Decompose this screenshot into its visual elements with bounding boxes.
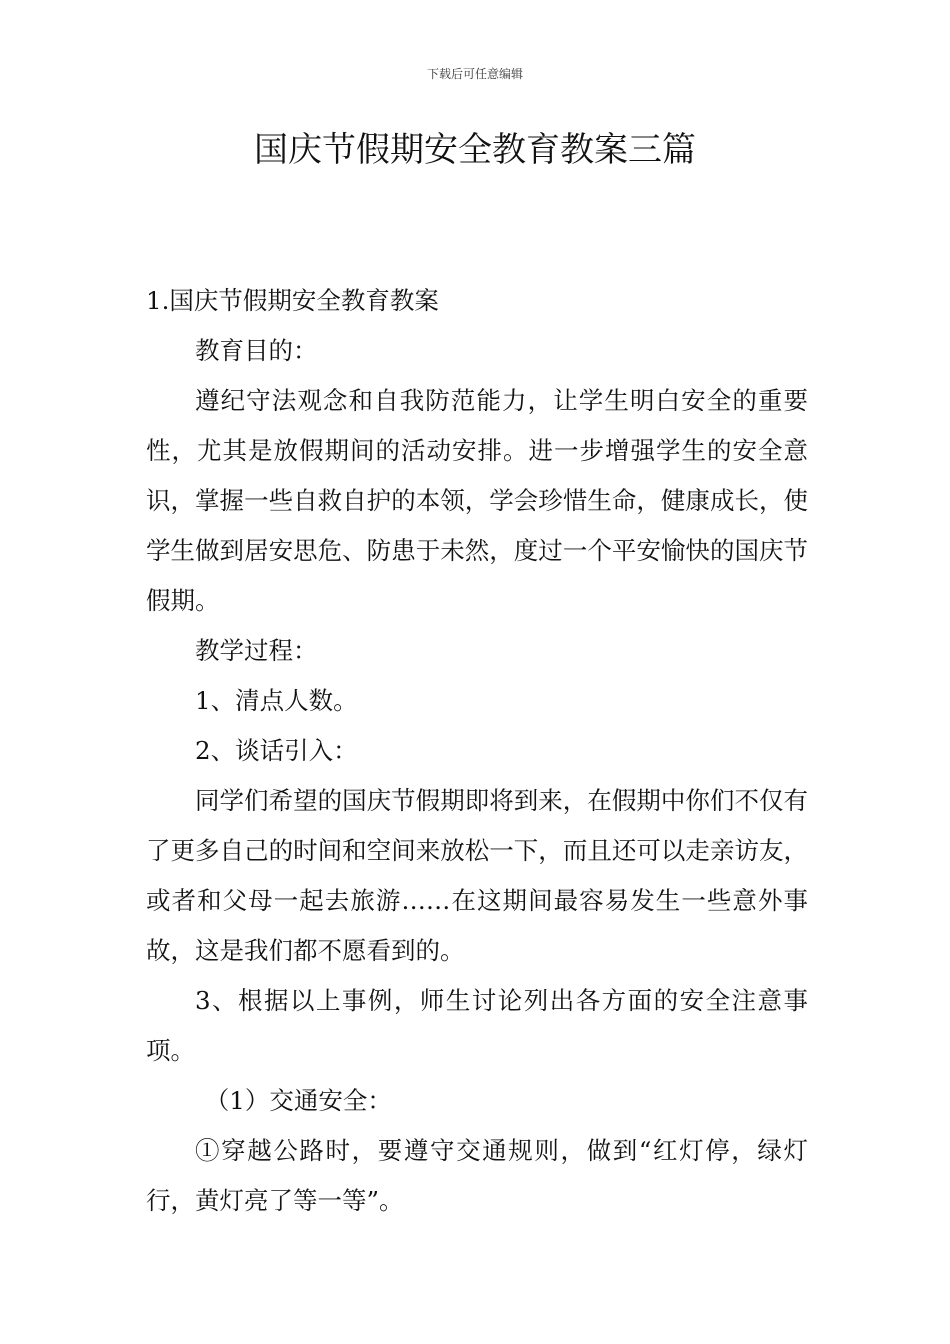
paragraph-step-1: 1、清点人数。 — [195, 686, 358, 715]
paragraph-step-2: 2、谈话引入： — [195, 736, 358, 765]
paragraph-introduction: 同学们希望的国庆节假期即将到来，在假期中你们不仅有了更多自己的时间和空间来放松一下，而且还可以走亲访友，或者和父母一起去旅游……在这期间最容易发生一些意外事故，这是我们都不愿看到的。 — [146, 786, 808, 965]
page-header-note: 下载后可任意编辑 — [426, 67, 523, 81]
paragraph-traffic-safety-label: （1）交通安全： — [204, 1086, 392, 1115]
document-body — [146, 276, 808, 1226]
paragraph-education-goal: 遵纪守法观念和自我防范能力，让学生明白安全的重要性，尤其是放假期间的活动安排。进一步增强学生的安全意识，掌握一些自救自护的本领，学会珍惜生命，健康成长，使学生做到居安思危、防患于未然，度过一个平安愉快的国庆节假期。 — [146, 386, 808, 615]
paragraph-teaching-process-label: 教学过程： — [195, 636, 318, 665]
section-heading: 1.国庆节假期安全教育教案 — [146, 286, 439, 315]
paragraph-traffic-rule-1: ①穿越公路时，要遵守交通规则，做到“红灯停，绿灯行，黄灯亮了等一等”。 — [146, 1136, 808, 1215]
paragraph-education-goal-label: 教育目的： — [195, 336, 318, 365]
document-title: 国庆节假期安全教育教案三篇 — [254, 130, 696, 170]
paragraph-step-3: 3、根据以上事例，师生讨论列出各方面的安全注意事项。 — [146, 986, 808, 1065]
